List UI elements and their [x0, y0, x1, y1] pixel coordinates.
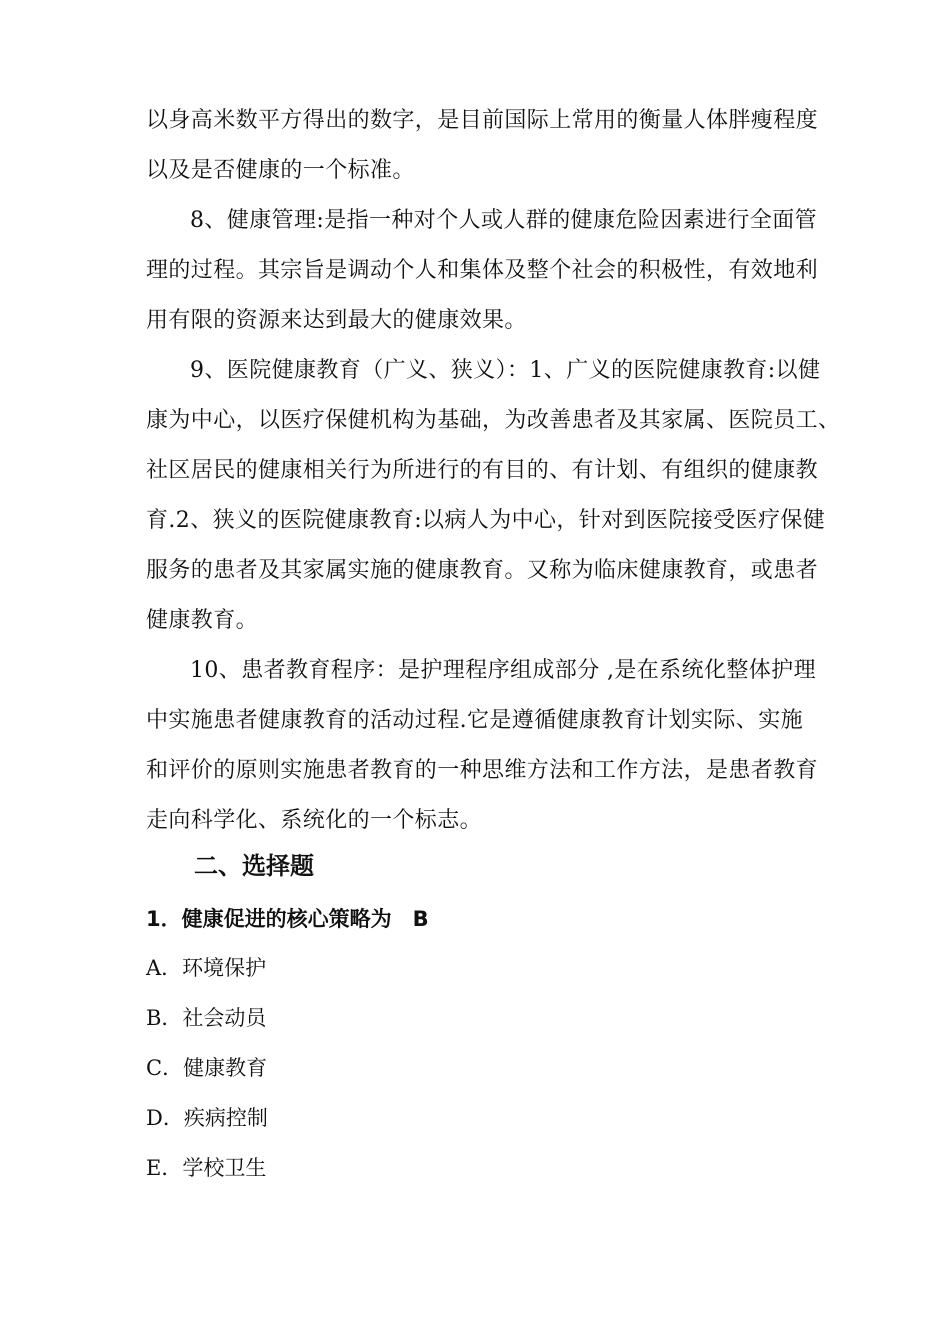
paragraph-line: 走向科学化、系统化的一个标志。: [146, 808, 483, 833]
paragraph-line-indented: 10、患者教育程序：是护理程序组成部分 ,是在系统化整体护理: [190, 658, 816, 683]
paragraph-line: 用有限的资源来达到最大的健康效果。: [146, 308, 527, 333]
paragraph-line: 和评价的原则实施患者教育的一种思维方法和工作方法，是患者教育: [146, 758, 819, 783]
section-heading: 二、选择题: [194, 852, 314, 880]
paragraph-line: 服务的患者及其家属实施的健康教育。又称为临床健康教育，或患者: [146, 558, 819, 583]
paragraph-line: 社区居民的健康相关行为所进行的有目的、有计划、有组织的健康教: [146, 458, 819, 483]
paragraph-line-indented: 8、健康管理:是指一种对个人或人群的健康危险因素进行全面管: [190, 208, 818, 233]
option-b: B．社会动员: [146, 1006, 267, 1030]
option-d: D．疾病控制: [146, 1106, 268, 1130]
paragraph-line: 理的过程。其宗旨是调动个人和集体及整个社会的积极性，有效地利: [146, 258, 819, 283]
option-c: C．健康教育: [146, 1056, 268, 1080]
paragraph-line: 以及是否健康的一个标准。: [146, 158, 415, 183]
paragraph-line-indented: 9、医院健康教育（广义、狭义）：1、广义的医院健康教育:以健: [190, 358, 821, 383]
paragraph-line: 康为中心，以医疗保健机构为基础，为改善患者及其家属、医院员工、: [146, 408, 841, 433]
option-e: E．学校卫生: [146, 1156, 267, 1180]
paragraph-line: 以身高米数平方得出的数字，是目前国际上常用的衡量人体胖瘦程度: [146, 108, 819, 133]
paragraph-line: 健康教育。: [146, 608, 259, 633]
option-a: A．环境保护: [146, 956, 267, 980]
question-stem: 1．健康促进的核心策略为 B: [146, 907, 429, 931]
paragraph-line: 育.2、狭义的医院健康教育:以病人为中心，针对到医院接受医疗保健: [146, 508, 826, 533]
paragraph-line: 中实施患者健康教育的活动过程.它是遵循健康教育计划实际、实施: [146, 708, 803, 733]
